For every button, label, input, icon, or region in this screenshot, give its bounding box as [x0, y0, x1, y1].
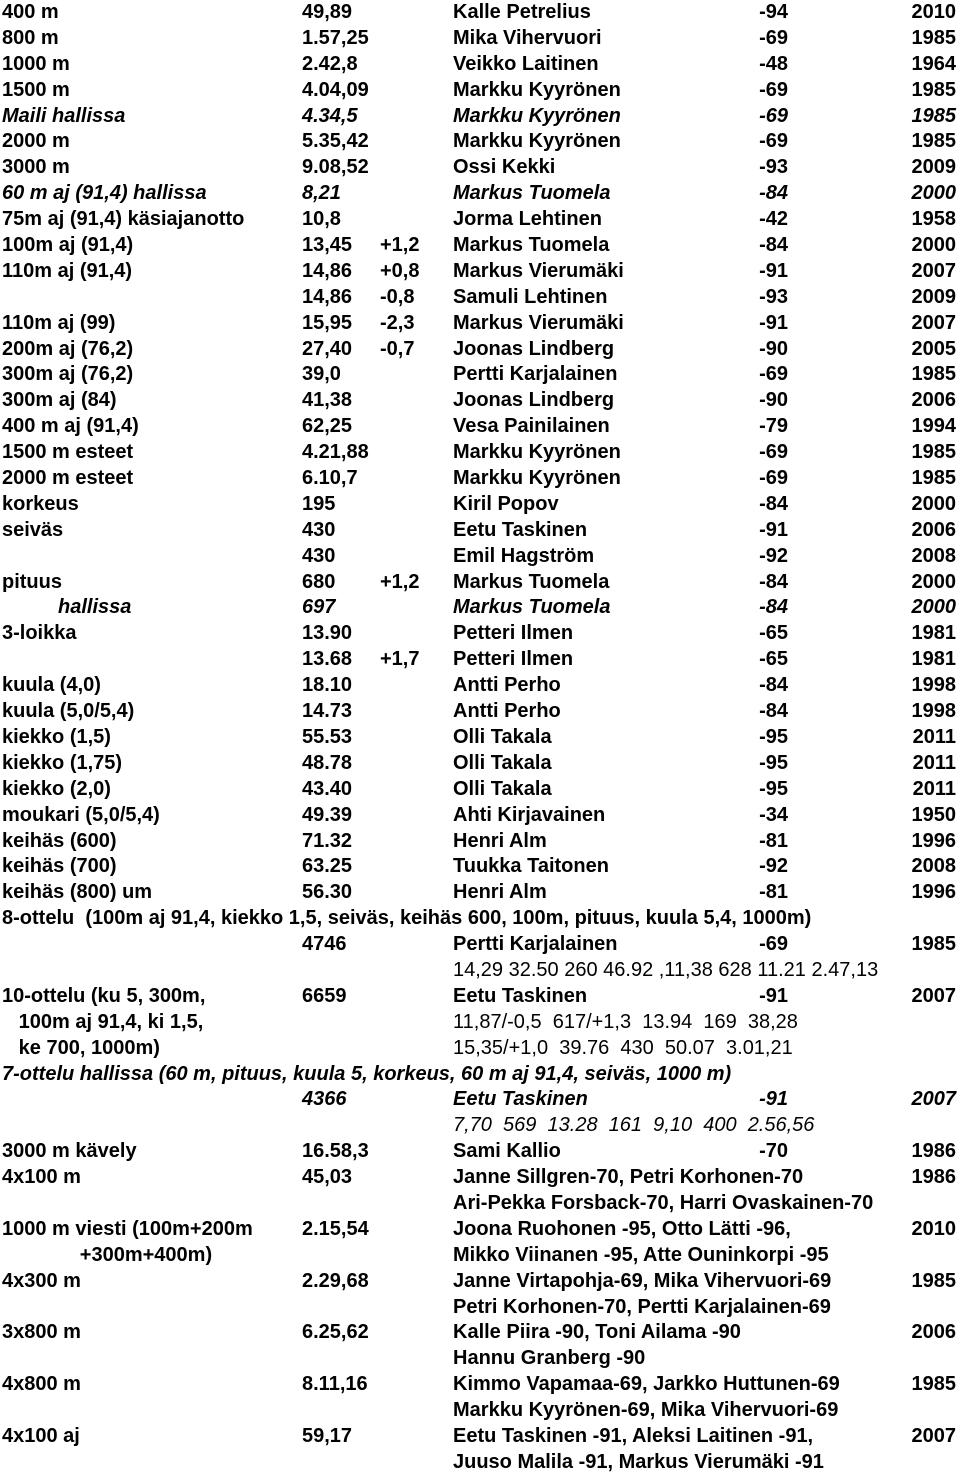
result-cell: 27,40	[302, 337, 353, 360]
event-cell: kuula (5,0/5,4)	[2, 700, 135, 723]
athlete-cell: Markus Tuomela	[453, 570, 610, 593]
event-cell: 3x800 m	[2, 1321, 81, 1344]
result-cell: 4.04,09	[302, 78, 369, 101]
record-year-cell: 2000	[911, 596, 956, 619]
record-year-cell: 1996	[911, 881, 956, 904]
combined-event-heading: 8-ottelu (100m aj 91,4, kiekko 1,5, seiväs, keihäs 600, 100m, pituus, kuula 5,4, 1000m)	[2, 907, 812, 930]
birth-year-cell: -69	[759, 78, 788, 101]
record-year-cell: 2005	[911, 337, 956, 360]
wind-cell: +1,7	[380, 648, 420, 671]
birth-year-cell: -65	[759, 648, 788, 671]
birth-year-cell: -95	[759, 725, 788, 748]
birth-year-cell: -91	[759, 1088, 788, 1111]
event-cell: Maili hallissa	[2, 104, 126, 127]
result-cell: 4.34,5	[302, 104, 358, 127]
record-year-cell: 2010	[911, 1217, 956, 1240]
record-year-cell: 1958	[911, 208, 956, 231]
record-row	[0, 285, 960, 311]
birth-year-cell: -92	[759, 544, 788, 567]
athlete-cell: Veikko Laitinen	[453, 52, 599, 75]
record-year-cell: 2000	[911, 234, 956, 257]
event-cell: kiekko (2,0)	[2, 777, 111, 800]
record-year-cell: 2000	[911, 570, 956, 593]
record-year-cell: 1985	[911, 467, 956, 490]
record-row	[0, 854, 960, 880]
result-cell: 49,89	[302, 1, 353, 23]
athlete-cell: Markku Kyyrönen-69, Mika Vihervuori-69	[453, 1399, 839, 1422]
event-cell: keihäs (600)	[2, 829, 117, 852]
record-year-cell: 1981	[911, 622, 956, 645]
result-cell: 62,25	[302, 415, 353, 438]
record-row	[0, 1450, 960, 1476]
wind-cell: +1,2	[380, 234, 420, 257]
birth-year-cell: -91	[759, 518, 788, 541]
record-row	[0, 984, 960, 1010]
event-cell: 110m aj (99)	[2, 311, 116, 334]
record-year-cell: 2000	[911, 182, 956, 205]
birth-year-cell: -95	[759, 751, 788, 774]
record-row	[0, 1424, 960, 1450]
athlete-cell: Joonas Lindberg	[453, 389, 615, 412]
combined-event-heading: 7-ottelu hallissa (60 m, pituus, kuula 5, korkeus, 60 m aj 91,4, seiväs, 1000 m)	[2, 1062, 732, 1085]
record-year-cell: 1996	[911, 829, 956, 852]
record-row	[0, 26, 960, 52]
record-row	[0, 880, 960, 906]
record-year-cell: 2008	[911, 544, 956, 567]
result-cell: 15,95	[302, 311, 353, 334]
wind-cell: -0,7	[380, 337, 415, 360]
result-cell: 13.68	[302, 648, 353, 671]
record-year-cell: 2007	[911, 1424, 956, 1447]
result-cell: 430	[302, 544, 336, 567]
event-cell: 4x300 m	[2, 1269, 81, 1292]
athlete-cell: Markku Kyyrönen	[453, 104, 621, 127]
event-cell: 1000 m	[2, 52, 70, 75]
event-cell: moukari (5,0/5,4)	[2, 803, 160, 826]
record-row	[0, 595, 960, 621]
event-cell: ke 700, 1000m)	[2, 1036, 160, 1059]
record-year-cell: 2007	[911, 259, 956, 282]
birth-year-cell: -95	[759, 777, 788, 800]
event-cell: 300m aj (76,2)	[2, 363, 134, 386]
event-cell: 100m aj 91,4, ki 1,5,	[2, 1010, 204, 1033]
athlete-cell: Petteri Ilmen	[453, 648, 574, 671]
birth-year-cell: -90	[759, 389, 788, 412]
record-row	[0, 647, 960, 673]
event-cell: 60 m aj (91,4) hallissa	[2, 182, 207, 205]
athlete-cell: Eetu Taskinen	[453, 984, 588, 1007]
event-cell: 400 m	[2, 1, 59, 23]
event-cell: kuula (4,0)	[2, 674, 101, 697]
athlete-cell: Kalle Petrelius	[453, 1, 591, 23]
athlete-cell: Markku Kyyrönen	[453, 130, 621, 153]
record-row	[0, 233, 960, 259]
birth-year-cell: -90	[759, 337, 788, 360]
athlete-cell: Olli Takala	[453, 725, 552, 748]
result-cell: 4.21,88	[302, 441, 369, 464]
athlete-cell: Petri Korhonen-70, Pertti Karjalainen-69	[453, 1295, 831, 1318]
result-cell: 14,86	[302, 285, 353, 308]
event-cell: 400 m aj (91,4)	[2, 415, 139, 438]
event-cell: 300m aj (84)	[2, 389, 117, 412]
record-year-cell: 2009	[911, 285, 956, 308]
record-row	[0, 906, 960, 932]
result-cell: 195	[302, 492, 336, 515]
athlete-cell: Markku Kyyrönen	[453, 441, 621, 464]
record-row	[0, 1036, 960, 1062]
record-row	[0, 207, 960, 233]
result-cell: 55.53	[302, 725, 353, 748]
record-row	[0, 440, 960, 466]
result-cell: 14,86	[302, 259, 353, 282]
event-cell: 110m aj (91,4)	[2, 259, 133, 282]
record-year-cell: 2011	[912, 777, 956, 800]
record-year-cell: 2007	[911, 984, 956, 1007]
athlete-cell: Ossi Kekki	[453, 156, 556, 179]
record-row	[0, 725, 960, 751]
athlete-cell: Henri Alm	[453, 881, 547, 904]
birth-year-cell: -69	[759, 467, 788, 490]
record-row	[0, 337, 960, 363]
record-row	[0, 1320, 960, 1346]
event-cell: korkeus	[2, 492, 79, 515]
athlete-cell: Markku Kyyrönen	[453, 78, 621, 101]
athlete-cell: Markus Tuomela	[453, 182, 611, 205]
athlete-cell: Sami Kallio	[453, 1140, 561, 1163]
birth-year-cell: -69	[759, 104, 788, 127]
event-cell: keihäs (800) um	[2, 881, 153, 904]
record-row	[0, 699, 960, 725]
event-cell: 4x100 aj	[2, 1424, 80, 1447]
record-row	[0, 1113, 960, 1139]
result-cell: 2.15,54	[302, 1217, 369, 1240]
birth-year-cell: -84	[759, 492, 788, 515]
result-cell: 13,45	[302, 234, 353, 257]
athlete-cell: Markus Vierumäki	[453, 259, 624, 282]
result-cell: 39,0	[302, 363, 341, 386]
result-cell: 6659	[302, 984, 347, 1007]
record-row	[0, 78, 960, 104]
result-cell: 56.30	[302, 881, 353, 904]
athlete-cell: Joonas Lindberg	[453, 337, 615, 360]
birth-year-cell: -69	[759, 130, 788, 153]
event-cell: 10-ottelu (ku 5, 300m,	[2, 984, 206, 1007]
athlete-cell: Markus Vierumäki	[453, 311, 624, 334]
athlete-cell: Janne Virtapohja-69, Mika Vihervuori-69	[453, 1269, 832, 1292]
record-year-cell: 1985	[911, 933, 956, 956]
event-cell: +300m+400m)	[2, 1243, 213, 1266]
result-cell: 680	[302, 570, 336, 593]
athlete-cell: 11,87/-0,5 617/+1,3 13.94 169 38,28	[453, 1010, 798, 1033]
athlete-cell: Jorma Lehtinen	[453, 208, 602, 231]
record-row	[0, 1398, 960, 1424]
result-cell: 4746	[302, 933, 347, 956]
athlete-cell: Markus Tuomela	[453, 234, 610, 257]
athlete-cell: Mikko Viinanen -95, Atte Ouninkorpi -95	[453, 1243, 829, 1266]
record-row	[0, 1295, 960, 1321]
record-row	[0, 621, 960, 647]
event-cell: 3000 m kävely	[2, 1140, 137, 1163]
record-year-cell: 1985	[911, 441, 956, 464]
birth-year-cell: -84	[759, 674, 788, 697]
record-row	[0, 104, 960, 130]
birth-year-cell: -93	[759, 156, 788, 179]
wind-cell: -2,3	[380, 311, 415, 334]
event-cell: 4x800 m	[2, 1373, 81, 1396]
birth-year-cell: -91	[759, 984, 788, 1007]
result-cell: 41,38	[302, 389, 353, 412]
record-year-cell: 1994	[911, 415, 956, 438]
athlete-cell: Eetu Taskinen	[453, 518, 588, 541]
wind-cell: +0,8	[380, 259, 420, 282]
record-year-cell: 2006	[911, 389, 956, 412]
event-cell: 800 m	[2, 26, 59, 49]
birth-year-cell: -34	[759, 803, 788, 826]
birth-year-cell: -84	[759, 182, 788, 205]
athlete-cell: Markus Tuomela	[453, 596, 611, 619]
record-row	[0, 803, 960, 829]
event-cell: 2000 m esteet	[2, 467, 134, 490]
record-row	[0, 362, 960, 388]
athlete-cell: Janne Sillgren-70, Petri Korhonen-70	[453, 1166, 804, 1189]
record-year-cell: 1950	[911, 803, 956, 826]
record-year-cell: 1985	[911, 1269, 956, 1292]
record-row	[0, 466, 960, 492]
result-cell: 430	[302, 518, 336, 541]
record-row	[0, 518, 960, 544]
athlete-cell: Antti Perho	[453, 674, 561, 697]
record-year-cell: 2011	[912, 725, 956, 748]
athlete-cell: Kalle Piira -90, Toni Ailama -90	[453, 1321, 741, 1344]
record-row	[0, 673, 960, 699]
record-row	[0, 777, 960, 803]
athlete-cell: Olli Takala	[453, 751, 552, 774]
event-cell: 1500 m	[2, 78, 70, 101]
event-cell: 1000 m viesti (100m+200m	[2, 1217, 253, 1240]
event-cell: 200m aj (76,2)	[2, 337, 134, 360]
event-cell: hallissa	[58, 596, 132, 619]
record-row	[0, 932, 960, 958]
record-row	[0, 311, 960, 337]
athlete-cell: Juuso Malila -91, Markus Vierumäki -91	[453, 1450, 824, 1473]
event-cell: seiväs	[2, 518, 64, 541]
result-cell: 6.10,7	[302, 467, 358, 490]
result-cell: 9.08,52	[302, 156, 369, 179]
record-year-cell: 1998	[911, 674, 956, 697]
athlete-cell: Petteri Ilmen	[453, 622, 574, 645]
record-row	[0, 181, 960, 207]
record-row	[0, 1139, 960, 1165]
athlete-cell: Kiril Popov	[453, 492, 559, 515]
record-year-cell: 2011	[912, 751, 956, 774]
birth-year-cell: -81	[759, 829, 788, 852]
athlete-cell: 7,70 569 13.28 161 9,10 400 2.56,56	[453, 1114, 815, 1137]
record-year-cell: 1998	[911, 700, 956, 723]
athlete-cell: Ahti Kirjavainen	[453, 803, 606, 826]
event-cell: 1500 m esteet	[2, 441, 134, 464]
record-row	[0, 1269, 960, 1295]
birth-year-cell: -93	[759, 285, 788, 308]
event-cell: 4x100 m	[2, 1166, 81, 1189]
record-row	[0, 1217, 960, 1243]
result-cell: 8,21	[302, 182, 341, 205]
athlete-cell: 15,35/+1,0 39.76 430 50.07 3.01,21	[453, 1036, 793, 1059]
record-year-cell: 1986	[911, 1140, 956, 1163]
birth-year-cell: -69	[759, 363, 788, 386]
record-row	[0, 1062, 960, 1088]
athlete-cell: 14,29 32.50 260 46.92 ,11,38 628 11.21 2.47,13	[453, 958, 879, 981]
result-cell: 697	[302, 596, 336, 619]
record-year-cell: 2008	[911, 855, 956, 878]
record-year-cell: 1985	[911, 104, 956, 127]
athlete-cell: Emil Hagström	[453, 544, 595, 567]
athlete-cell: Pertti Karjalainen	[453, 933, 618, 956]
athlete-cell: Eetu Taskinen	[453, 1088, 588, 1111]
event-cell: 3000 m	[2, 156, 70, 179]
record-row	[0, 259, 960, 285]
result-cell: 13.90	[302, 622, 353, 645]
birth-year-cell: -70	[759, 1140, 788, 1163]
result-cell: 45,03	[302, 1166, 353, 1189]
record-year-cell: 1985	[911, 78, 956, 101]
result-cell: 6.25,62	[302, 1321, 369, 1344]
record-row	[0, 1346, 960, 1372]
result-cell: 63.25	[302, 855, 353, 878]
record-row	[0, 492, 960, 518]
birth-year-cell: -84	[759, 700, 788, 723]
event-cell: 2000 m	[2, 130, 70, 153]
birth-year-cell: -69	[759, 441, 788, 464]
athlete-cell: Eetu Taskinen -91, Aleksi Laitinen -91,	[453, 1424, 814, 1447]
record-year-cell: 2007	[911, 311, 956, 334]
wind-cell: -0,8	[380, 285, 415, 308]
record-year-cell: 2007	[911, 1088, 956, 1111]
result-cell: 59,17	[302, 1424, 353, 1447]
athlete-cell: Vesa Painilainen	[453, 415, 610, 438]
record-row	[0, 1087, 960, 1113]
record-year-cell: 2006	[911, 1321, 956, 1344]
athlete-cell: Mika Vihervuori	[453, 26, 602, 49]
birth-year-cell: -84	[759, 596, 788, 619]
birth-year-cell: -84	[759, 570, 788, 593]
event-cell: 100m aj (91,4)	[2, 234, 134, 257]
result-cell: 16.58,3	[302, 1140, 369, 1163]
record-year-cell: 1981	[911, 648, 956, 671]
record-row	[0, 1191, 960, 1217]
birth-year-cell: -91	[759, 259, 788, 282]
record-year-cell: 2000	[911, 492, 956, 515]
result-cell: 2.42,8	[302, 52, 358, 75]
birth-year-cell: -69	[759, 933, 788, 956]
wind-cell: +1,2	[380, 570, 420, 593]
result-cell: 5.35,42	[302, 130, 369, 153]
event-cell: 3-loikka	[2, 622, 77, 645]
athlete-cell: Henri Alm	[453, 829, 547, 852]
birth-year-cell: -48	[759, 52, 788, 75]
record-row	[0, 751, 960, 777]
result-cell: 1.57,25	[302, 26, 369, 49]
event-cell: keihäs (700)	[2, 855, 117, 878]
event-cell: kiekko (1,75)	[2, 751, 123, 774]
record-row	[0, 570, 960, 596]
birth-year-cell: -91	[759, 311, 788, 334]
event-cell: kiekko (1,5)	[2, 725, 111, 748]
record-row	[0, 1010, 960, 1036]
record-row	[0, 0, 960, 26]
record-row	[0, 1372, 960, 1398]
record-year-cell: 1986	[911, 1166, 956, 1189]
result-cell: 48.78	[302, 751, 353, 774]
event-cell: 75m aj (91,4) käsiajanotto	[2, 208, 245, 231]
record-year-cell: 2010	[911, 1, 956, 23]
athlete-cell: Kimmo Vapamaa-69, Jarkko Huttunen-69	[453, 1373, 840, 1396]
athlete-cell: Olli Takala	[453, 777, 552, 800]
record-row	[0, 1165, 960, 1191]
athlete-cell: Hannu Granberg -90	[453, 1347, 646, 1370]
result-cell: 43.40	[302, 777, 353, 800]
athlete-cell: Antti Perho	[453, 700, 561, 723]
record-year-cell: 1985	[911, 363, 956, 386]
record-row	[0, 958, 960, 984]
record-year-cell: 1985	[911, 1373, 956, 1396]
record-row	[0, 414, 960, 440]
result-cell: 2.29,68	[302, 1269, 369, 1292]
birth-year-cell: -69	[759, 26, 788, 49]
record-row	[0, 129, 960, 155]
birth-year-cell: -94	[759, 1, 788, 23]
result-cell: 71.32	[302, 829, 353, 852]
record-row	[0, 829, 960, 855]
record-row	[0, 388, 960, 414]
result-cell: 18.10	[302, 674, 353, 697]
result-cell: 14.73	[302, 700, 353, 723]
record-year-cell: 1985	[911, 26, 956, 49]
birth-year-cell: -84	[759, 234, 788, 257]
record-row	[0, 544, 960, 570]
record-row	[0, 1243, 960, 1269]
record-year-cell: 1985	[911, 130, 956, 153]
birth-year-cell: -65	[759, 622, 788, 645]
athlete-cell: Ari-Pekka Forsback-70, Harri Ovaskainen-70	[453, 1191, 874, 1214]
result-cell: 8.11,16	[302, 1373, 368, 1396]
result-cell: 10,8	[302, 208, 341, 231]
athlete-cell: Pertti Karjalainen	[453, 363, 618, 386]
birth-year-cell: -92	[759, 855, 788, 878]
athlete-cell: Samuli Lehtinen	[453, 285, 608, 308]
record-year-cell: 1964	[911, 52, 956, 75]
event-cell: pituus	[2, 570, 62, 593]
birth-year-cell: -42	[759, 208, 788, 231]
record-row	[0, 52, 960, 78]
result-cell: 49.39	[302, 803, 353, 826]
athlete-cell: Joona Ruohonen -95, Otto Lätti -96,	[453, 1217, 791, 1240]
athlete-cell: Tuukka Taitonen	[453, 855, 609, 878]
athlete-cell: Markku Kyyrönen	[453, 467, 621, 490]
result-cell: 4366	[302, 1088, 347, 1111]
birth-year-cell: -81	[759, 881, 788, 904]
birth-year-cell: -79	[759, 415, 788, 438]
record-row	[0, 155, 960, 181]
record-year-cell: 2006	[911, 518, 956, 541]
record-year-cell: 2009	[911, 156, 956, 179]
